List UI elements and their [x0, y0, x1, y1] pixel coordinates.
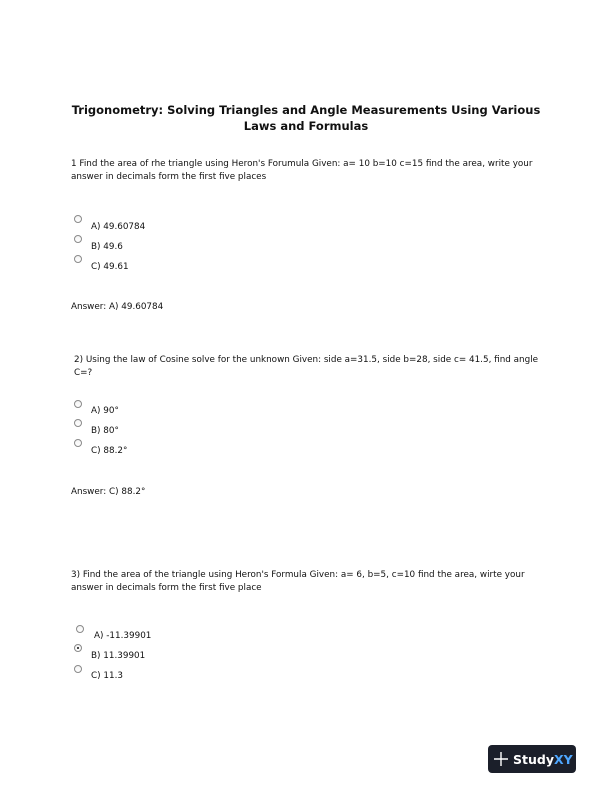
- question-3-text: 3) Find the area of the triangle using Heron's Formula Given: a= 6, b=5, c=10 find the area, wirte your answer in decimals form the first five place: [71, 570, 525, 593]
- question-2-option-c-radio[interactable]: [74, 439, 82, 447]
- question-1-option-b-label[interactable]: B) 49.6: [91, 242, 123, 252]
- question-2-option-b-radio[interactable]: [74, 419, 82, 427]
- question-2-option-a-radio[interactable]: [74, 400, 82, 408]
- question-3-option-b-radio-selected[interactable]: [74, 644, 82, 652]
- question-3-option-a-radio[interactable]: [76, 625, 84, 633]
- question-2-option-a-label[interactable]: A) 90°: [91, 406, 119, 416]
- question-1-text: 1 Find the area of rhe triangle using Heron's Forumula Given: a= 10 b=10 c=15 find the area, write your answer in decimals form the first five places: [71, 159, 533, 182]
- question-1-option-c-label[interactable]: C) 49.61: [91, 262, 129, 272]
- question-1-option-a-radio[interactable]: [74, 215, 82, 223]
- question-2-text: 2) Using the law of Cosine solve for the unknown Given: side a=31.5, side b=28, side c= 41.5, find angle C=?: [74, 355, 539, 378]
- question-2-option-c-label[interactable]: C) 88.2°: [91, 446, 128, 456]
- question-3-option-c-label[interactable]: C) 11.3: [91, 671, 123, 681]
- question-2-answer: Answer: C) 88.2°: [71, 487, 146, 497]
- page-title: Trigonometry: Solving Triangles and Angle Measurements Using Various Laws and Formulas: [71, 103, 541, 133]
- studyxy-logo[interactable]: [488, 745, 576, 773]
- question-2-option-b-label[interactable]: B) 80°: [91, 426, 119, 436]
- question-3-option-b-label[interactable]: B) 11.39901: [91, 651, 146, 661]
- plus-icon: [494, 752, 508, 766]
- question-1-option-a-label[interactable]: A) 49.60784: [91, 222, 146, 232]
- question-1-answer: Answer: A) 49.60784: [71, 302, 164, 312]
- question-1-option-c-radio[interactable]: [74, 255, 82, 263]
- logo-text-accent: XY: [553, 751, 573, 767]
- question-3-option-c-radio[interactable]: [74, 665, 82, 673]
- logo-text-main: Study: [513, 751, 554, 767]
- question-1-option-b-radio[interactable]: [74, 235, 82, 243]
- question-3-option-a-label[interactable]: A) -11.39901: [94, 631, 152, 641]
